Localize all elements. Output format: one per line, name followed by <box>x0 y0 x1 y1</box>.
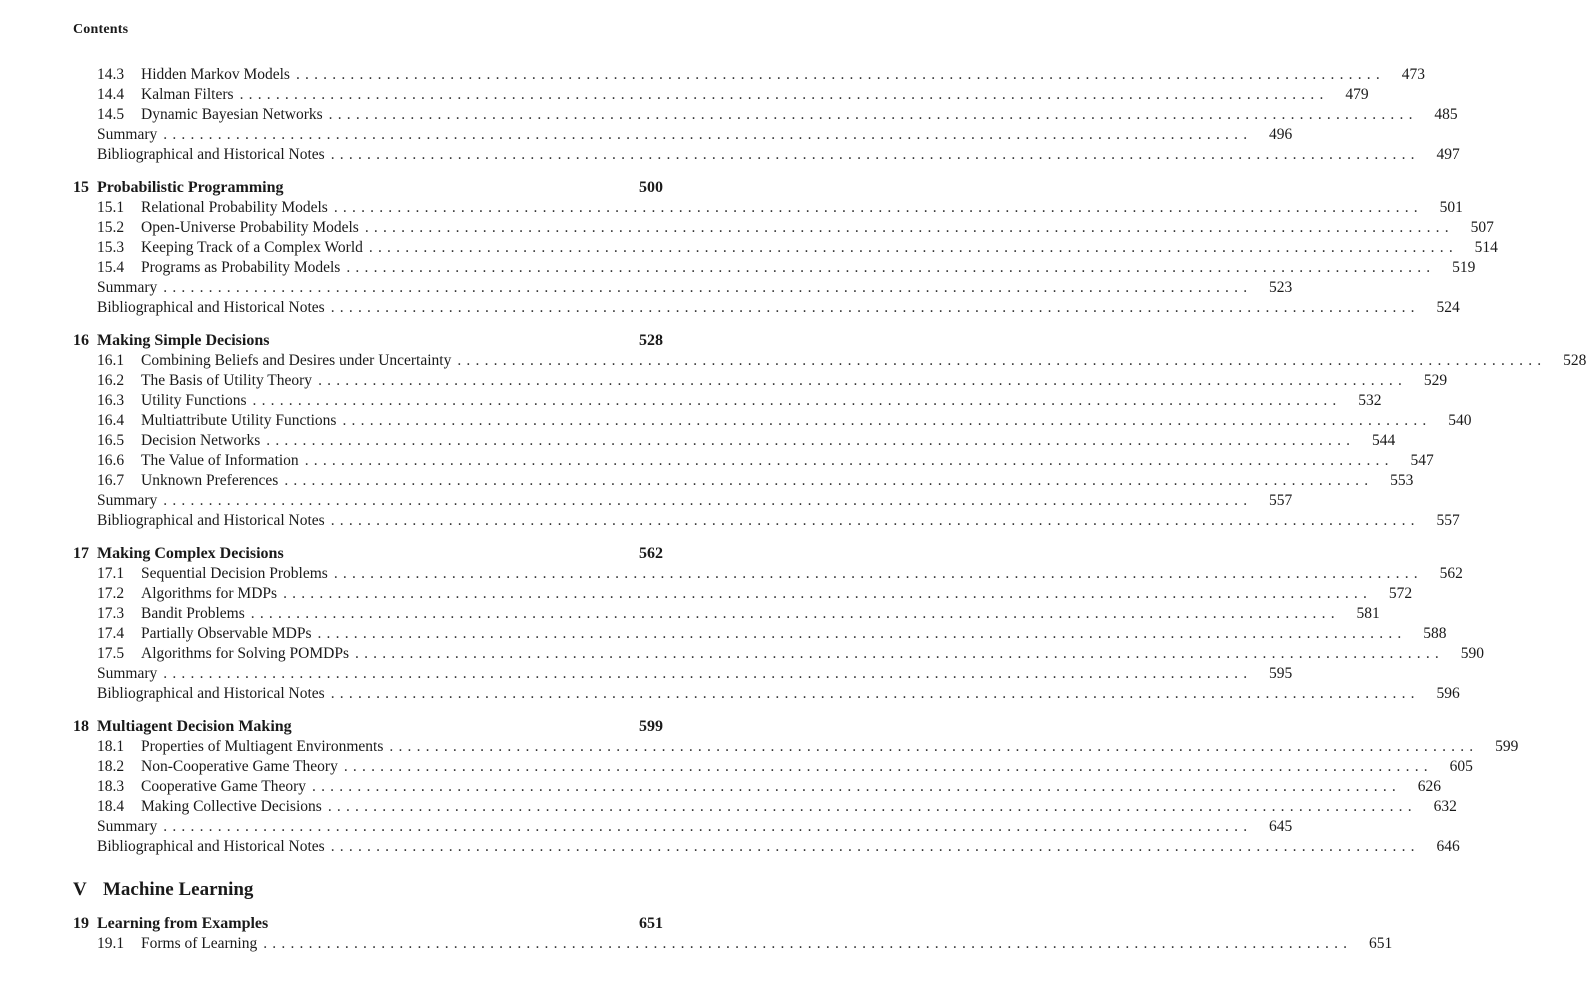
toc-entry[interactable] <box>73 372 1448 392</box>
toc-entry[interactable] <box>73 146 1460 166</box>
chapter-number: 15 <box>73 179 89 196</box>
page-number: 514 <box>1474 239 1498 256</box>
section-number: 16.7 <box>97 472 125 489</box>
entry-title: Bibliographical and Historical Notes <box>97 512 325 529</box>
leader-dots: ........................................................................................................................ <box>163 665 1253 682</box>
chapter-heading[interactable] <box>73 545 663 565</box>
entry-title: Bibliographical and Historical Notes <box>97 685 325 702</box>
leader-dots: ........................................................................................................................ <box>266 432 1356 449</box>
page-number: 501 <box>1439 199 1463 216</box>
entry-title: Bibliographical and Historical Notes <box>97 299 325 316</box>
chapter-title: Learning from Examples <box>97 915 269 932</box>
leader-dots: ........................................................................................................................ <box>283 585 1373 602</box>
page-number: 544 <box>1372 432 1396 449</box>
section-number: 18.1 <box>97 738 125 755</box>
leader-dots: ........................................................................................................................ <box>163 818 1253 835</box>
page-number: 595 <box>1269 665 1293 682</box>
page-number: 645 <box>1269 818 1293 835</box>
toc-entry[interactable] <box>73 352 1586 372</box>
toc-entry[interactable] <box>73 565 1463 585</box>
leader-dots: ........................................................................................................................ <box>304 452 1394 469</box>
entry-title: Utility Functions <box>141 392 247 409</box>
section-number: 15.4 <box>97 259 125 276</box>
chapter-15 <box>73 179 1498 319</box>
toc-entry[interactable] <box>73 665 1293 685</box>
chapter-18 <box>73 718 1519 858</box>
leader-dots: ........................................................................................................................ <box>342 412 1432 429</box>
entry-title: Dynamic Bayesian Networks <box>141 106 323 123</box>
page-number: 528 <box>1563 352 1586 369</box>
entry-title: Cooperative Game Theory <box>141 778 306 795</box>
leader-dots: ........................................................................................................................ <box>263 935 1353 952</box>
toc-entry[interactable] <box>73 645 1484 665</box>
toc-entry[interactable] <box>73 685 1460 705</box>
section-number: 14.5 <box>97 106 125 123</box>
leader-dots: ........................................................................................................................ <box>163 279 1253 296</box>
toc-entry[interactable] <box>73 492 1293 512</box>
chapter-heading[interactable] <box>73 179 663 199</box>
section-number: 16.1 <box>97 352 125 369</box>
page-number: 557 <box>1269 492 1293 509</box>
page-number: 532 <box>1358 392 1382 409</box>
leader-dots: ........................................................................................................................ <box>163 126 1253 143</box>
entry-title: Keeping Track of a Complex World <box>141 239 363 256</box>
leader-dots: ........................................................................................................................ <box>330 685 1420 702</box>
toc-entry[interactable] <box>73 818 1293 838</box>
section-number: 17.1 <box>97 565 125 582</box>
chapter-list <box>73 179 1586 858</box>
page-number: 590 <box>1460 645 1484 662</box>
section-number: 17.5 <box>97 645 125 662</box>
entry-title: Hidden Markov Models <box>141 66 290 83</box>
page-number: 553 <box>1390 472 1414 489</box>
leader-dots: ........................................................................................................................ <box>284 472 1374 489</box>
leader-dots: ........................................................................................................................ <box>250 605 1340 622</box>
entry-title: Summary <box>97 665 158 682</box>
page-number: 507 <box>1470 219 1494 236</box>
section-number: 16.2 <box>97 372 125 389</box>
leader-dots: ........................................................................................................................ <box>295 66 1385 83</box>
section-number: 15.1 <box>97 199 125 216</box>
entry-title: Summary <box>97 126 158 143</box>
leader-dots: ........................................................................................................................ <box>318 372 1408 389</box>
leader-dots: ........................................................................................................................ <box>330 838 1420 855</box>
leader-dots: ........................................................................................................................ <box>327 798 1417 815</box>
page-number: 557 <box>1436 512 1460 529</box>
toc-entry[interactable] <box>73 935 1393 955</box>
section-number: 17.3 <box>97 605 125 622</box>
leader-dots: ........................................................................................................................ <box>333 199 1423 216</box>
section-number: 15.3 <box>97 239 125 256</box>
toc-entry[interactable] <box>73 86 1369 106</box>
page-number: 632 <box>1433 798 1457 815</box>
chapter-number: 17 <box>73 545 89 562</box>
page-number: 473 <box>1401 66 1425 83</box>
chapter-page: 528 <box>639 332 663 349</box>
leader-dots: ........................................................................................................................ <box>330 299 1420 316</box>
section-number: 18.3 <box>97 778 125 795</box>
section-number: 16.6 <box>97 452 125 469</box>
entry-title: Programs as Probability Models <box>141 259 341 276</box>
entry-title: Unknown Preferences <box>141 472 279 489</box>
section-number: 16.4 <box>97 412 125 429</box>
entry-title: Algorithms for Solving POMDPs <box>141 645 349 662</box>
entry-title: Summary <box>97 279 158 296</box>
toc-entry[interactable] <box>73 259 1476 279</box>
toc-entry[interactable] <box>73 838 1460 858</box>
leader-dots: ........................................................................................................................ <box>457 352 1547 369</box>
page-number: 540 <box>1448 412 1472 429</box>
chapter-title: Making Simple Decisions <box>97 332 270 349</box>
toc-entry[interactable] <box>73 452 1434 472</box>
page-number: 626 <box>1417 778 1441 795</box>
entry-title: Relational Probability Models <box>141 199 328 216</box>
page-number: 572 <box>1388 585 1413 602</box>
entry-title: Partially Observable MDPs <box>141 625 312 642</box>
part-title: Machine Learning <box>103 879 254 900</box>
entry-title: The Value of Information <box>141 452 299 469</box>
page-number: 596 <box>1436 685 1460 702</box>
toc-entry[interactable] <box>73 219 1494 239</box>
toc-entry[interactable] <box>73 106 1458 126</box>
toc-entry[interactable] <box>73 798 1457 818</box>
toc-entry[interactable] <box>73 126 1293 146</box>
entry-title: Properties of Multiagent Environments <box>141 738 384 755</box>
toc-entry[interactable] <box>73 199 1463 219</box>
page-number: 581 <box>1356 605 1380 622</box>
entry-title: Summary <box>97 818 158 835</box>
page-number: 523 <box>1269 279 1293 296</box>
entry-title: Making Collective Decisions <box>141 798 322 815</box>
entry-title: Bibliographical and Historical Notes <box>97 146 325 163</box>
entry-title: Forms of Learning <box>141 935 258 952</box>
chapter-number: 18 <box>73 718 89 735</box>
entry-title: Kalman Filters <box>141 86 234 103</box>
toc-entry[interactable] <box>73 66 1425 86</box>
leader-dots: ........................................................................................................................ <box>364 219 1454 236</box>
section-number: 18.4 <box>97 798 125 815</box>
toc-entry[interactable] <box>73 412 1472 432</box>
page-number: 605 <box>1449 758 1473 775</box>
entry-title: The Basis of Utility Theory <box>141 372 313 389</box>
entry-title: Combining Beliefs and Desires under Uncertainty <box>141 352 452 369</box>
leader-dots: ........................................................................................................................ <box>368 239 1458 256</box>
section-number: 17.4 <box>97 625 125 642</box>
chapter-heading[interactable] <box>73 915 663 935</box>
page-number: 485 <box>1434 106 1458 123</box>
chapter-heading[interactable] <box>73 332 663 352</box>
part-number: V <box>73 879 87 900</box>
entry-title: Algorithms for MDPs <box>141 585 278 602</box>
chapter-page: 562 <box>639 545 663 562</box>
entry-title: Decision Networks <box>141 432 261 449</box>
toc-entry[interactable] <box>73 758 1473 778</box>
section-number: 14.4 <box>97 86 125 103</box>
section-number: 16.3 <box>97 392 125 409</box>
leader-dots: ........................................................................................................................ <box>239 86 1329 103</box>
toc-entry[interactable] <box>73 585 1413 605</box>
leader-dots: ........................................................................................................................ <box>330 512 1420 529</box>
chapter-number: 16 <box>73 332 89 349</box>
leader-dots: ........................................................................................................................ <box>252 392 1342 409</box>
running-header: Contents <box>73 22 129 37</box>
page-number: 599 <box>1495 738 1519 755</box>
entry-title: Open-Universe Probability Models <box>141 219 359 236</box>
section-number: 14.3 <box>97 66 125 83</box>
leader-dots: ........................................................................................................................ <box>333 565 1423 582</box>
toc-entry[interactable] <box>73 279 1293 299</box>
section-number: 18.2 <box>97 758 125 775</box>
leader-dots: ........................................................................................................................ <box>330 146 1420 163</box>
toc-entry[interactable] <box>73 738 1519 758</box>
page-number: 519 <box>1452 259 1476 276</box>
chapter-title: Multiagent Decision Making <box>97 718 292 735</box>
leader-dots: ........................................................................................................................ <box>328 106 1418 123</box>
leader-dots: ........................................................................................................................ <box>355 645 1444 662</box>
page-number: 646 <box>1436 838 1460 855</box>
toc-entry[interactable] <box>73 605 1380 625</box>
page-number: 562 <box>1439 565 1463 582</box>
page-number: 479 <box>1345 86 1369 103</box>
chapter-page: 599 <box>639 718 663 735</box>
section-number: 15.2 <box>97 219 125 236</box>
page-number: 588 <box>1423 625 1447 642</box>
toc-entry[interactable] <box>73 512 1460 532</box>
leader-dots: ........................................................................................................................ <box>312 778 1401 795</box>
page-number: 529 <box>1423 372 1448 389</box>
chapter-title: Probabilistic Programming <box>97 179 284 196</box>
leader-dots: ........................................................................................................................ <box>163 492 1253 509</box>
section-number: 17.2 <box>97 585 125 602</box>
leader-dots: ........................................................................................................................ <box>346 259 1436 276</box>
chapter-page: 500 <box>639 179 663 196</box>
leader-dots: ........................................................................................................................ <box>343 758 1433 775</box>
page-number: 496 <box>1269 126 1293 143</box>
toc-entry[interactable] <box>73 625 1447 645</box>
chapter-heading[interactable] <box>73 718 663 738</box>
page-number: 651 <box>1368 935 1393 952</box>
chapter-page: 651 <box>639 915 663 932</box>
chapter-14-continued <box>73 66 1460 166</box>
toc-entry[interactable] <box>73 432 1396 452</box>
toc-entry[interactable] <box>73 239 1498 259</box>
chapter-19 <box>73 915 1393 955</box>
page-number: 497 <box>1436 146 1460 163</box>
entry-title: Summary <box>97 492 158 509</box>
entry-title: Bibliographical and Historical Notes <box>97 838 325 855</box>
section-number: 19.1 <box>97 935 125 952</box>
page-number: 524 <box>1436 299 1460 316</box>
toc-entry[interactable] <box>73 392 1382 412</box>
chapter-number: 19 <box>73 915 89 932</box>
part-heading[interactable] <box>73 879 663 903</box>
toc-entry[interactable] <box>73 778 1441 798</box>
chapter-17 <box>73 545 1484 705</box>
page-number: 547 <box>1410 452 1434 469</box>
chapter-title: Making Complex Decisions <box>97 545 284 562</box>
entry-title: Non-Cooperative Game Theory <box>141 758 338 775</box>
entry-title: Multiattribute Utility Functions <box>141 412 337 429</box>
toc-entry[interactable] <box>73 299 1460 319</box>
entry-title: Sequential Decision Problems <box>141 565 328 582</box>
toc-entry[interactable] <box>73 472 1414 492</box>
table-of-contents <box>73 66 1586 968</box>
section-number: 16.5 <box>97 432 125 449</box>
leader-dots: ........................................................................................................................ <box>389 738 1479 755</box>
chapter-16 <box>73 332 1586 532</box>
leader-dots: ........................................................................................................................ <box>317 625 1407 642</box>
entry-title: Bandit Problems <box>141 605 245 622</box>
